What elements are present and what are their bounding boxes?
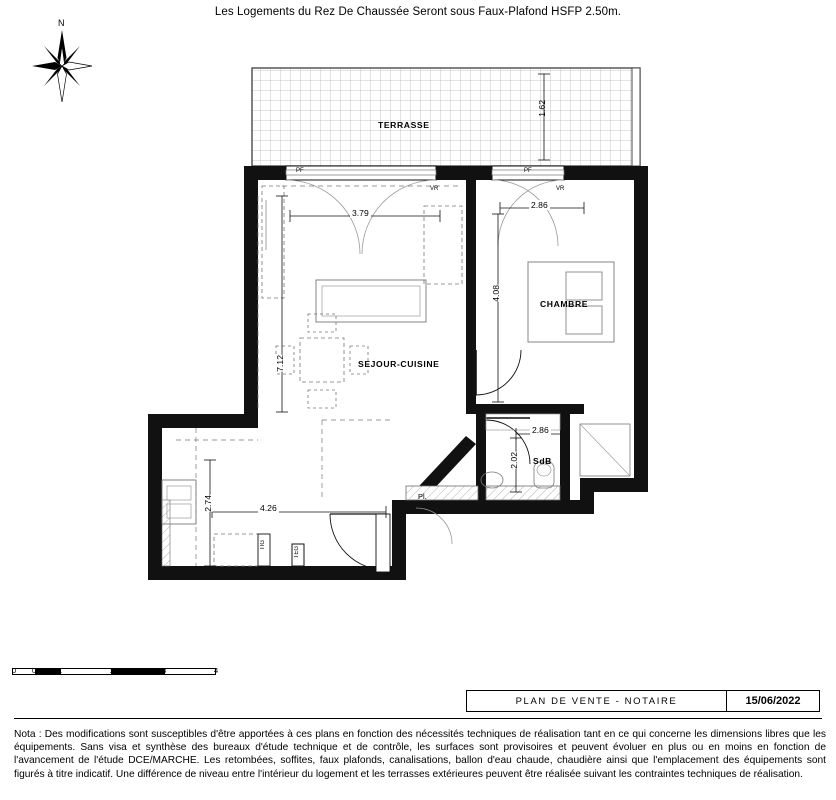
dimension-sdb-horizontal: 2.86 [532,425,549,435]
dimension-chambre-horizontal: 2.86 [531,200,548,210]
room-label-sejour-cuisine: SEJOUR-CUISINE [358,359,440,369]
scale-tick-4: 4 [214,666,219,675]
dimension-entree-vertical: 2.74 [203,495,213,512]
title-block [466,690,820,712]
dimension-sejour-vertical: 7.12 [275,355,285,372]
scale-tick-2: 2 [110,666,115,675]
dimension-chambre-vertical: 4.08 [491,285,501,302]
annotation-pf-right: PF [524,168,532,174]
scale-bar [12,658,244,680]
compass-north-label: N [58,18,65,28]
annotation-teg: TEG [294,546,300,559]
page-title: Les Logements du Rez De Chaussée Seront sous Faux-Plafond HSFP 2.50m. [214,6,622,18]
scale-tick-0: 0 [12,666,17,675]
title-block-date: 15/06/2022 [726,691,819,711]
dimension-terrasse-vertical: 1.62 [537,100,547,117]
scale-tick-3: 3 [162,666,167,675]
dimension-sejour-horizontal: 3.79 [352,208,369,218]
annotation-pf-left: PF [296,168,304,174]
nota-divider [14,718,822,719]
title-block-label: PLAN DE VENTE - NOTAIRE [515,695,678,707]
room-label-terrasse: TERRASSE [378,120,430,130]
annotation-vr-right: VR [556,186,565,192]
nota-text: Nota : Des modifications sont susceptibles d'être apportées à ces plans en fonction des nécessités techniques de réalisation tant en ce qui concerne les dimensions libres que les équipements. Sans visa et synthèse des bureaux d'étude technique et de contrôle, les surfaces sont provisoires et peuvent évoluer en plus ou en moins en fonction de l'avancement de l'étude DCE/MARCHE. Les retombées, soffites, faux plafonds, canalisations, ballon d'eau chaude, chaudière ainsi que l'emplacement des équipements sont figurés à titre indicatif. Une différence de niveau entre l'intérieur du logement et les terrasses extérieures peuvent être réalisée suivant les contraintes techniques de réalisation. [14,729,826,780]
dimension-sdb-vertical: 2.02 [509,452,519,469]
scale-tick-05: 0.5 [32,666,43,675]
room-label-sdb: SdB [533,456,552,466]
room-label-placard: Pl. [418,492,427,501]
scale-tick-1: 1 [58,666,63,675]
dimension-entree-horizontal: 4.26 [260,503,277,513]
annotation-vr-left: VR [430,186,439,192]
annotation-tig: TIG [260,540,266,550]
room-label-chambre: CHAMBRE [540,299,589,309]
